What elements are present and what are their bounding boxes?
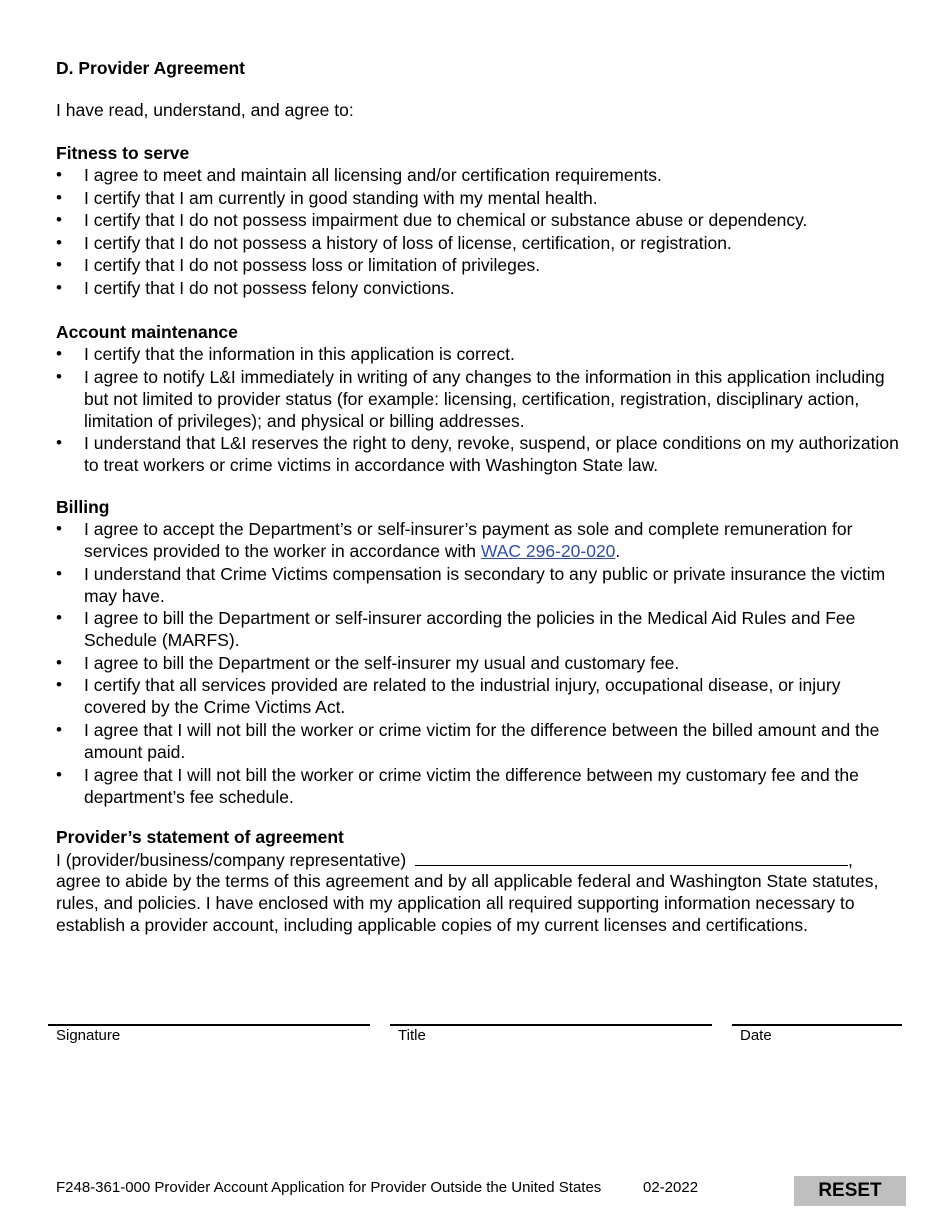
list-item: • I certify that the information in this application is correct. xyxy=(56,343,906,365)
intro-text: I have read, understand, and agree to: xyxy=(56,100,354,120)
account-heading: Account maintenance xyxy=(56,322,238,342)
list-item: • I certify that all services provided are related to the industrial injury, occupational disease, or injury covered by the Crime Victims Act. xyxy=(56,674,906,718)
list-item: • I agree to notify L&I immediately in writing of any changes to the information in this application including but not limited to provider status (for example: licensing, certification, registration, disciplinary action, limitation of privileges); and physical or billing addresses. xyxy=(56,366,906,432)
list-item: • I agree that I will not bill the worker or crime victim for the difference between the billed amount and the amount paid. xyxy=(56,719,906,763)
list-item: • I understand that Crime Victims compensation is secondary to any public or private insurance the victim may have. xyxy=(56,563,906,607)
title-label: Title xyxy=(398,1027,426,1044)
date-field[interactable] xyxy=(732,1024,902,1026)
list-item: • I agree to bill the Department or self-insurer according the policies in the Medical Aid Rules and Fee Schedule (MARFS). xyxy=(56,607,906,651)
list-item: • I certify that I do not possess a history of loss of license, certification, or registration. xyxy=(56,232,906,254)
billing-heading: Billing xyxy=(56,497,110,517)
list-item: • I certify that I do not possess impairment due to chemical or substance abuse or dependency. xyxy=(56,209,906,231)
list-item: • I certify that I do not possess loss or limitation of privileges. xyxy=(56,254,906,276)
list-item: • I agree that I will not bill the worker or crime victim the difference between my customary fee and the department’s fee schedule. xyxy=(56,764,906,808)
representative-name-field[interactable] xyxy=(415,848,848,866)
statement-heading: Provider’s statement of agreement xyxy=(56,827,344,847)
representative-comma: , xyxy=(848,850,853,870)
fitness-list xyxy=(56,164,906,300)
signature-field[interactable] xyxy=(48,1024,370,1026)
list-item: • I certify that I do not possess felony convictions. xyxy=(56,277,906,299)
billing-list xyxy=(56,518,906,808)
representative-line xyxy=(56,848,886,871)
representative-label: I (provider/business/company representative) xyxy=(56,850,407,870)
section-title: D. Provider Agreement xyxy=(56,58,245,78)
form-id: F248-361-000 Provider Account Application for Provider Outside the United States xyxy=(56,1179,602,1196)
billing-item-suffix: . xyxy=(615,541,621,561)
list-item: • I agree to meet and maintain all licensing and/or certification requirements. xyxy=(56,164,906,186)
reset-button[interactable]: RESET xyxy=(794,1176,906,1206)
statement-body: agree to abide by the terms of this agreement and by all applicable federal and Washington State statutes, rules, and policies. I have enclosed with my application all required supporting information necessary to establish a provider account, including applicable copies of my current licenses and certifications. xyxy=(56,871,879,935)
account-list xyxy=(56,343,906,477)
date-label: Date xyxy=(740,1027,772,1044)
billing-item-text: I agree to accept the Department’s or self-insurer’s payment as sole and complete remuneration for services provided to the worker in accordance with xyxy=(84,519,853,561)
list-item: • I understand that L&I reserves the right to deny, revoke, suspend, or place conditions on my authorization to treat workers or crime victims in accordance with Washington State law. xyxy=(56,432,906,476)
list-item xyxy=(56,518,906,562)
list-item: • I agree to bill the Department or the self-insurer my usual and customary fee. xyxy=(56,652,906,674)
title-field[interactable] xyxy=(390,1024,712,1026)
wac-link[interactable]: WAC 296-20-020 xyxy=(480,541,616,561)
form-revision: 02-2022 xyxy=(643,1179,699,1196)
signature-label: Signature xyxy=(56,1027,121,1044)
fitness-heading: Fitness to serve xyxy=(56,143,190,163)
list-item: • I certify that I am currently in good standing with my mental health. xyxy=(56,187,906,209)
